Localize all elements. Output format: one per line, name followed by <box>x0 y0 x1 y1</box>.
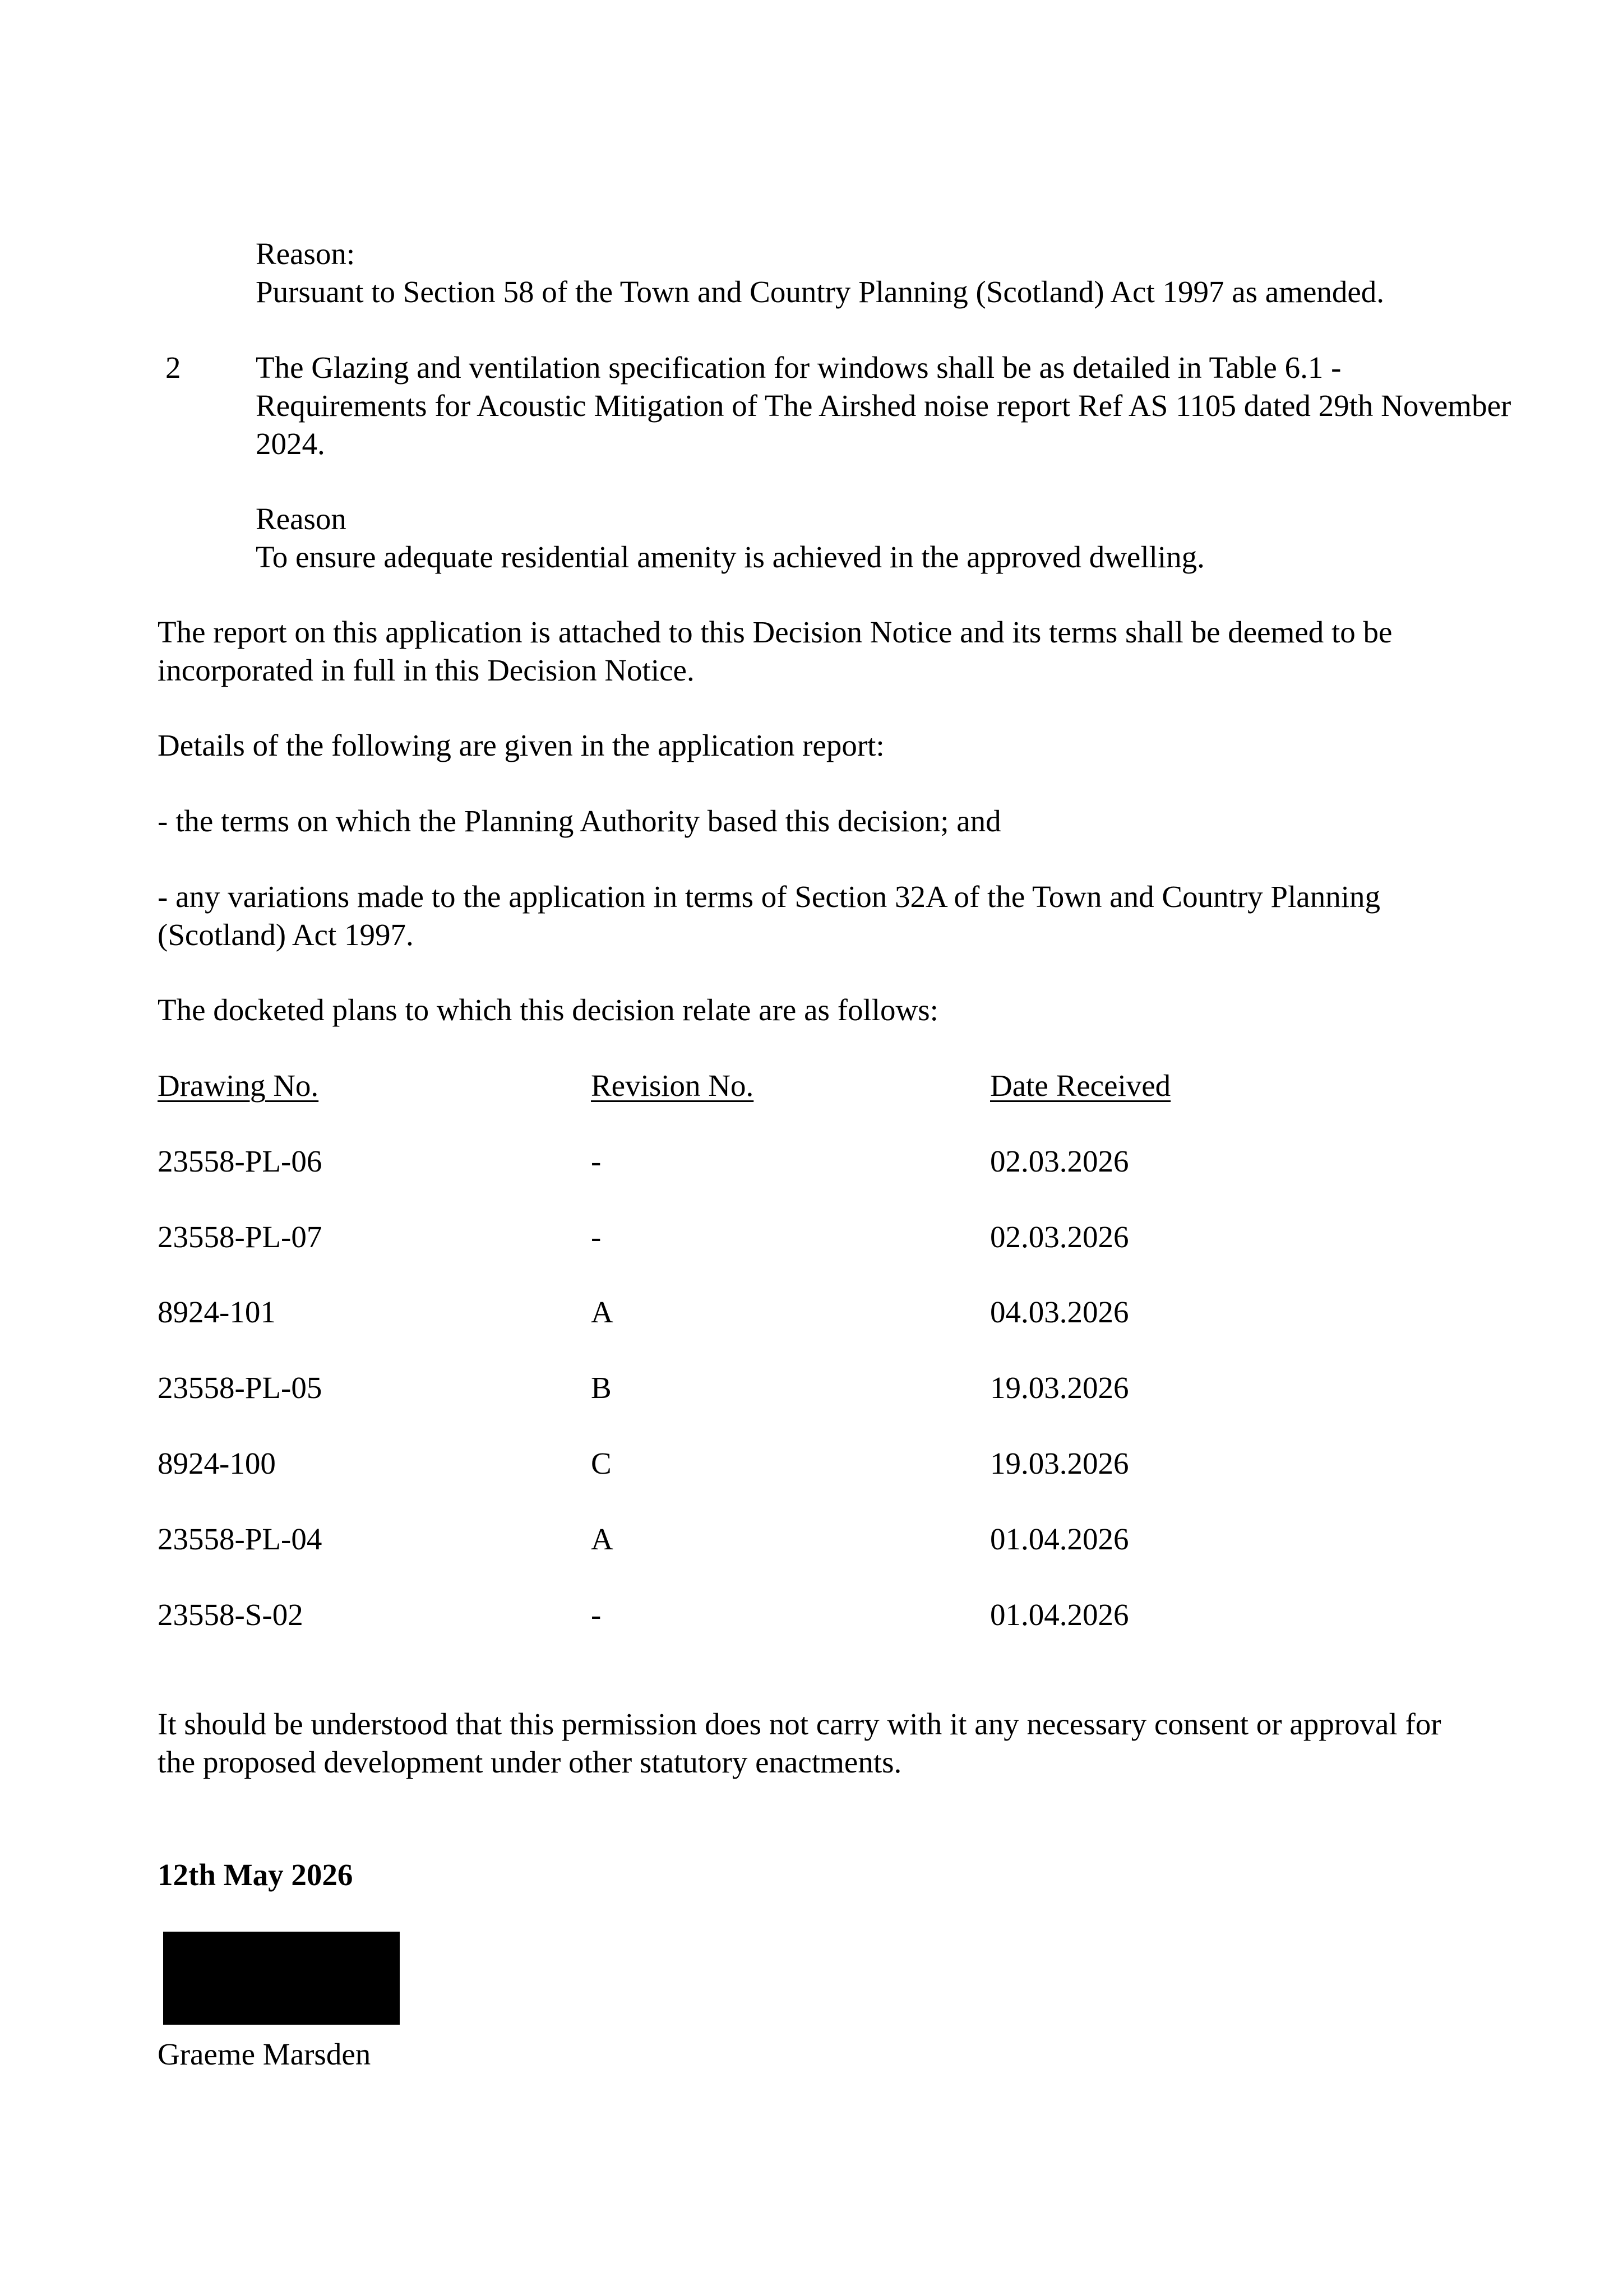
date-received-cell: 19.03.2026 <box>990 1371 1129 1405</box>
revision-no-cell: - <box>591 1220 602 1254</box>
table-row <box>0 1445 1623 1483</box>
condition-1-reason-heading: Reason: <box>256 237 355 271</box>
condition-2-number: 2 <box>165 350 181 385</box>
date-received-cell: 02.03.2026 <box>990 1220 1129 1254</box>
condition-2-reason-text: To ensure adequate residential amenity is achieved in the approved dwelling. <box>256 540 1205 574</box>
date-received-cell: 01.04.2026 <box>990 1522 1129 1556</box>
variations-list-item: - any variations made to the application in terms of Section 32A of the Town and Country Planning (Scotland) Act 1997. <box>158 879 1380 952</box>
drawing-no-cell: 23558-S-02 <box>158 1598 303 1632</box>
revision-no-header: Revision No. <box>591 1068 754 1103</box>
revision-no-cell: - <box>591 1144 602 1178</box>
revision-no-cell: C <box>591 1446 612 1480</box>
drawing-no-cell: 8924-100 <box>158 1446 276 1480</box>
date-received-cell: 02.03.2026 <box>990 1144 1129 1178</box>
drawing-no-header: Drawing No. <box>158 1068 319 1103</box>
drawing-no-cell: 23558-PL-06 <box>158 1144 322 1178</box>
drawing-no-cell: 23558-PL-05 <box>158 1371 322 1405</box>
redacted-signature <box>163 1932 400 2025</box>
plans-table-header <box>0 1067 1623 1105</box>
revision-no-cell: - <box>591 1598 602 1632</box>
revision-no-cell: A <box>591 1522 613 1556</box>
date-received-cell: 04.03.2026 <box>990 1295 1129 1329</box>
condition-2-reason-heading: Reason <box>256 502 346 536</box>
terms-list-item: - the terms on which the Planning Authority based this decision; and <box>158 804 1001 838</box>
table-row <box>0 1596 1623 1634</box>
decision-date: 12th May 2026 <box>158 1858 353 1892</box>
table-row <box>0 1369 1623 1407</box>
date-received-cell: 19.03.2026 <box>990 1446 1129 1480</box>
plans-intro-paragraph: The docketed plans to which this decision relate are as follows: <box>158 993 938 1027</box>
drawing-no-cell: 8924-101 <box>158 1295 276 1329</box>
signatory-name: Graeme Marsden <box>158 2037 371 2071</box>
drawing-no-cell: 23558-PL-07 <box>158 1220 322 1254</box>
revision-no-cell: A <box>591 1295 613 1329</box>
permission-note-paragraph: It should be understood that this permission does not carry with it any necessary consent or approval for the proposed development under other statutory enactments. <box>158 1707 1441 1779</box>
condition-2-text: The Glazing and ventilation specification for windows shall be as detailed in Table 6.1 - Requirements for Acoustic Mitigation of The Airshed noise report Ref AS 1105 dated 29th November 2024. <box>256 350 1511 461</box>
table-row <box>0 1293 1623 1331</box>
condition-1-reason-text: Pursuant to Section 58 of the Town and Country Planning (Scotland) Act 1997 as amended. <box>256 275 1385 309</box>
details-intro-paragraph: Details of the following are given in the application report: <box>158 728 885 762</box>
table-row <box>0 1218 1623 1256</box>
date-received-cell: 01.04.2026 <box>990 1598 1129 1632</box>
table-row <box>0 1142 1623 1181</box>
report-attached-paragraph: The report on this application is attached to this Decision Notice and its terms shall be deemed to be incorporated in full in this Decision Notice. <box>158 615 1393 687</box>
date-received-header: Date Received <box>990 1068 1171 1103</box>
revision-no-cell: B <box>591 1371 612 1405</box>
drawing-no-cell: 23558-PL-04 <box>158 1522 322 1556</box>
table-row <box>0 1520 1623 1558</box>
